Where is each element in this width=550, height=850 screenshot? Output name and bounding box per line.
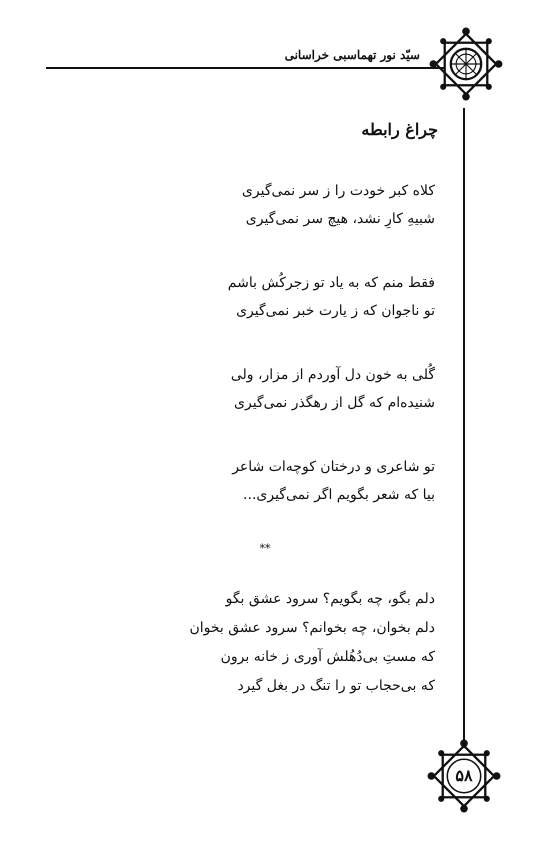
poem-line: که بی‌حجاب تو را تنگ در بغل گیرد [237, 678, 435, 694]
header-rule [46, 67, 444, 69]
stanza [135, 361, 435, 417]
poem-line: که مستِ بی‌دُهُلش آوری ز خانه برون [220, 649, 435, 665]
poem-title: چراغ رابطه [361, 120, 438, 139]
poem-line: تو ناجوان که ز یارت خبر نمی‌گیری [236, 303, 435, 319]
poem-line: گُلی به خون دل آوردم از مزار، ولی [230, 367, 435, 383]
poem-body [135, 177, 435, 701]
poem-line: فقط منم که به یاد تو زجرکُش باشم [227, 275, 435, 291]
stanza-separator: ** [259, 542, 271, 555]
poem-line: تو شاعری و درختان کوچه‌ات شاعر [232, 459, 435, 475]
poem-line: شبیهِ کارِ نشد، هیچ سر نمی‌گیری [245, 211, 435, 227]
poem-line: دلم بخوان، چه بخوانم؟ سرود عشق بخوان [189, 620, 435, 636]
poem-line: شنیده‌ام که گل از رهگذر نمی‌گیری [234, 395, 435, 411]
poem-line: کلاه کبر خودت را ز سر نمی‌گیری [241, 183, 435, 199]
page-number: ۵۸ [455, 766, 473, 785]
poem-line: دلم بگو، چه بگویم؟ سرود عشق بگو [225, 591, 435, 607]
final-stanza [135, 585, 435, 701]
stanza [135, 269, 435, 325]
stanza [135, 453, 435, 509]
stanza [135, 177, 435, 233]
margin-rule [463, 108, 465, 748]
running-header-author: سیّد نور تهماسبی خراسانی [284, 48, 420, 62]
rosette-ornament-icon [428, 26, 504, 102]
poem-line: بیا که شعر بگویم اگر نمی‌گیری... [243, 487, 435, 503]
